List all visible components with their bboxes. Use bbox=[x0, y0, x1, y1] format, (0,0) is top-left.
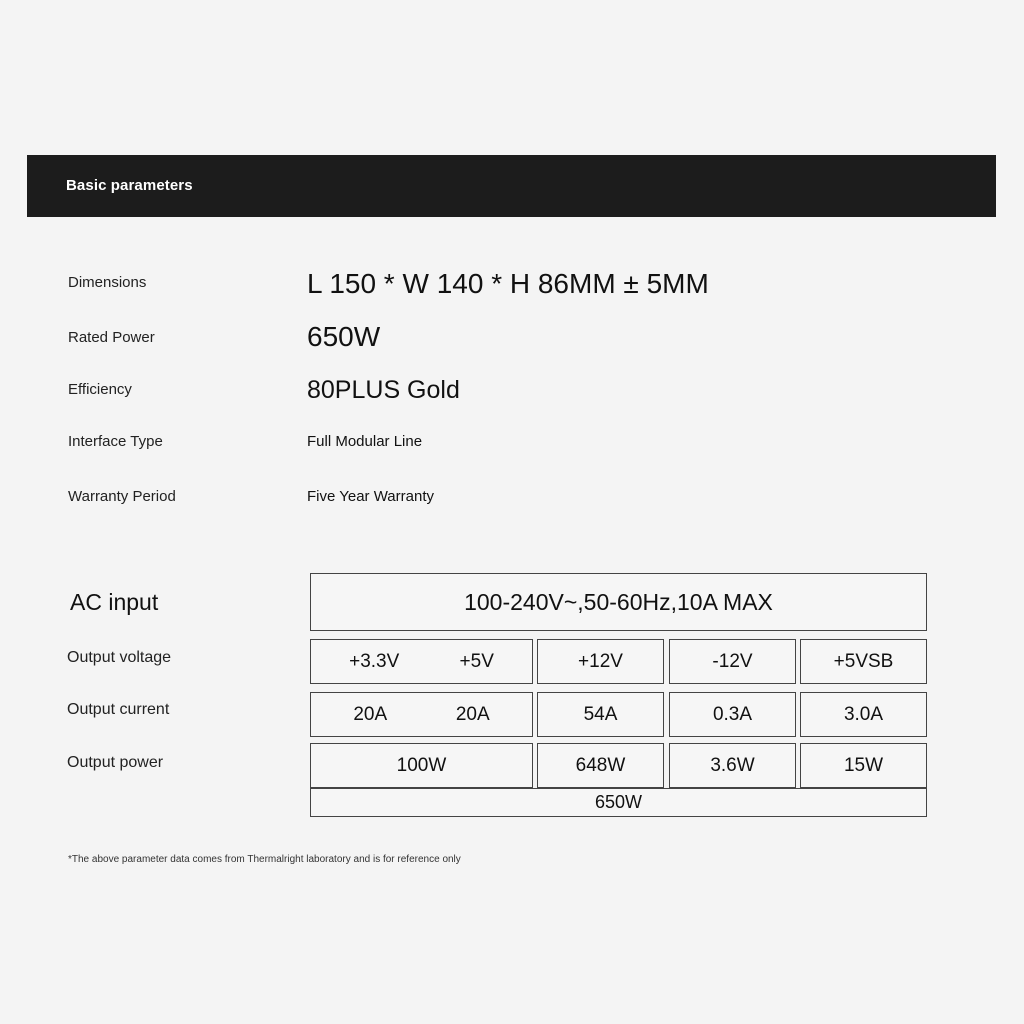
current-cell-3v3-5v bbox=[310, 692, 533, 737]
ac-input-value bbox=[310, 573, 927, 631]
current-5vsb: 3.0A bbox=[843, 703, 884, 725]
voltage-cell-5vsb bbox=[800, 639, 927, 684]
total-power-cell bbox=[310, 788, 927, 817]
efficiency-value: 80PLUS Gold bbox=[307, 376, 460, 404]
current-12v: 54A bbox=[583, 703, 618, 725]
ac-input-text: 100-240V~,50-60Hz,10A MAX bbox=[464, 588, 773, 615]
total-power: 650W bbox=[594, 792, 643, 812]
power-cell-12v bbox=[537, 743, 664, 788]
current-cell-12v bbox=[537, 692, 664, 737]
output-power-label: Output power bbox=[67, 754, 164, 771]
warranty-period-label: Warranty Period bbox=[68, 488, 176, 505]
voltage-neg12v: -12V bbox=[712, 650, 753, 672]
output-voltage-label: Output voltage bbox=[67, 649, 172, 666]
voltage-cell-3v3-5v bbox=[310, 639, 533, 684]
power-cell-3v3-5v bbox=[310, 743, 533, 788]
power-5vsb: 15W bbox=[843, 754, 884, 776]
rated-power-value: 650W bbox=[307, 321, 381, 352]
footnote: *The above parameter data comes from Thermalright laboratory and is for reference only bbox=[68, 854, 461, 865]
current-5v: 20A bbox=[455, 703, 490, 725]
interface-type-label: Interface Type bbox=[68, 433, 163, 450]
power-cell-5vsb bbox=[800, 743, 927, 788]
efficiency-label: Efficiency bbox=[68, 381, 132, 398]
current-cell-neg12v bbox=[669, 692, 796, 737]
power-3v3-5v: 100W bbox=[396, 754, 447, 776]
header-bar bbox=[27, 155, 996, 217]
voltage-5v: +5V bbox=[459, 650, 494, 672]
current-cell-5vsb bbox=[800, 692, 927, 737]
power-12v: 648W bbox=[575, 754, 626, 776]
section-title: Basic parameters bbox=[66, 177, 193, 194]
voltage-5vsb: +5VSB bbox=[833, 650, 894, 672]
power-neg12v: 3.6W bbox=[710, 754, 755, 776]
voltage-cell-12v bbox=[537, 639, 664, 684]
current-neg12v: 0.3A bbox=[712, 703, 753, 725]
warranty-period-value: Five Year Warranty bbox=[307, 488, 434, 505]
voltage-3v3: +3.3V bbox=[349, 650, 400, 672]
ac-input-label: AC input bbox=[70, 589, 159, 615]
voltage-cell-neg12v bbox=[669, 639, 796, 684]
dimensions-label: Dimensions bbox=[68, 274, 147, 291]
output-current-label: Output current bbox=[67, 701, 170, 718]
rated-power-label: Rated Power bbox=[68, 329, 155, 346]
current-3v3: 20A bbox=[353, 703, 388, 725]
voltage-12v: +12V bbox=[578, 650, 623, 672]
dimensions-value: L 150 * W 140 * H 86MM ± 5MM bbox=[307, 268, 709, 299]
interface-type-value: Full Modular Line bbox=[307, 433, 423, 450]
power-cell-neg12v bbox=[669, 743, 796, 788]
